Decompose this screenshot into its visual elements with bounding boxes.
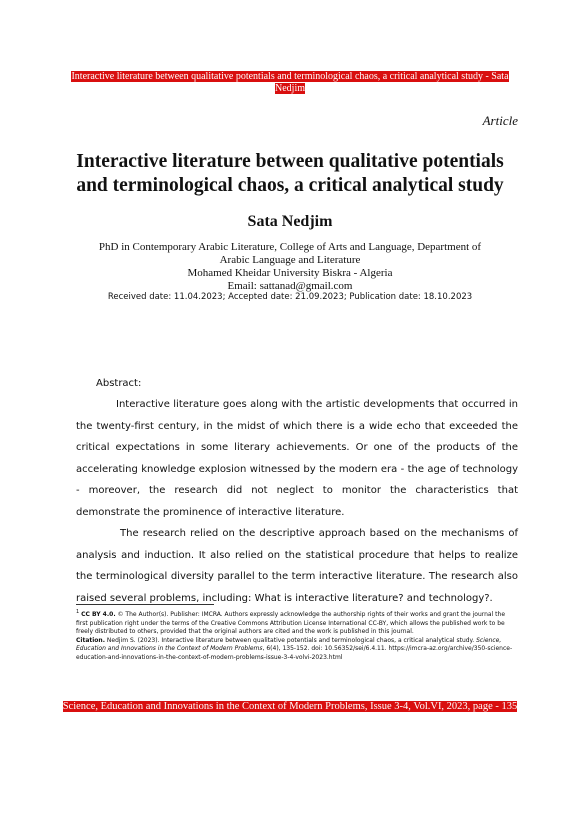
author-email: Email: sattanad@gmail.com <box>227 280 353 292</box>
publication-dates: Received date: 11.04.2023; Accepted date: 21.09.2023; Publication date: 18.10.2023 <box>107 292 473 302</box>
affiliation-university: Mohamed Kheidar University Biskra - Algeria <box>187 267 393 279</box>
running-header <box>62 71 518 95</box>
running-header-text: Interactive literature between qualitative potentials and terminological chaos, a critical analytical study - Sata Nedjim <box>71 71 509 94</box>
author-affiliation <box>85 241 495 293</box>
abstract-paragraph-2: The research relied on the descriptive approach based on the mechanisms of analysis and induction. It also relied on the statistical procedure that helps to realize the terminological diversity parallel to the term interactive literature. The research also raised several problems, including: What is interactive literature? and technology?. <box>76 528 518 604</box>
footnote-divider <box>76 604 214 605</box>
running-footer <box>62 700 518 713</box>
article-type-label: Article <box>482 113 518 128</box>
license-text: © The Author(s). Publisher: IMCRA. Authors expressly acknowledge the authorship rights of their works and grant the journal the first publication right under the terms of the Creative Commons Attribution License International CC-BY, which allows the published work to be freely distributed to others, provided that the original authors are cited and the work is published in this journal. <box>76 611 506 636</box>
citation-text: Nedjim S. (2023). Interactive literature between qualitative potentials and terminological chaos, a critical analytical study. <box>106 636 475 644</box>
author-name: Sata Nedjim <box>247 213 333 230</box>
footnote <box>76 608 518 663</box>
running-footer-text: Science, Education and Innovations in the Context of Modern Problems, Issue 3-4, Vol.VI, 2023, page - 135 <box>62 701 518 712</box>
footnote-citation <box>76 637 518 663</box>
affiliation-department: PhD in Contemporary Arabic Literature, College of Arts and Language, Department of Arabic Language and Literature <box>98 241 482 266</box>
citation-label: Citation. <box>76 636 105 644</box>
citation-journal: Science, Education and Innovations in the Context of Modern Problems <box>76 636 502 653</box>
license-label: CC BY 4.0. <box>81 611 116 618</box>
abstract-heading: Abstract: <box>96 378 142 389</box>
footnote-license <box>76 608 518 637</box>
footnote-marker: 1 <box>76 609 80 615</box>
paper-title: Interactive literature between qualitative potentials and terminological chaos, a critical analytical study <box>76 151 504 196</box>
abstract-paragraph-1: Interactive literature goes along with the artistic developments that occurred in the twenty-first century, in the midst of which there is a wide echo that exceeded the critical expectations in some literary achievements. Or one of the products of the accelerating knowledge explosion witnessed by the modern era - the age of technology - moreover, the research did not neglect to monitor the characteristics that demonstrate the prominence of interactive literature. <box>76 399 518 518</box>
citation-tail: , 6(4), 135-152. doi: 10.56352/sei/6.4.11. https://imcra-az.org/archive/350-science-education-and-innovations-in-the-context-of-modern-problems-issue-3-4-volvi-2023.html <box>76 645 513 661</box>
abstract-body <box>76 394 518 609</box>
